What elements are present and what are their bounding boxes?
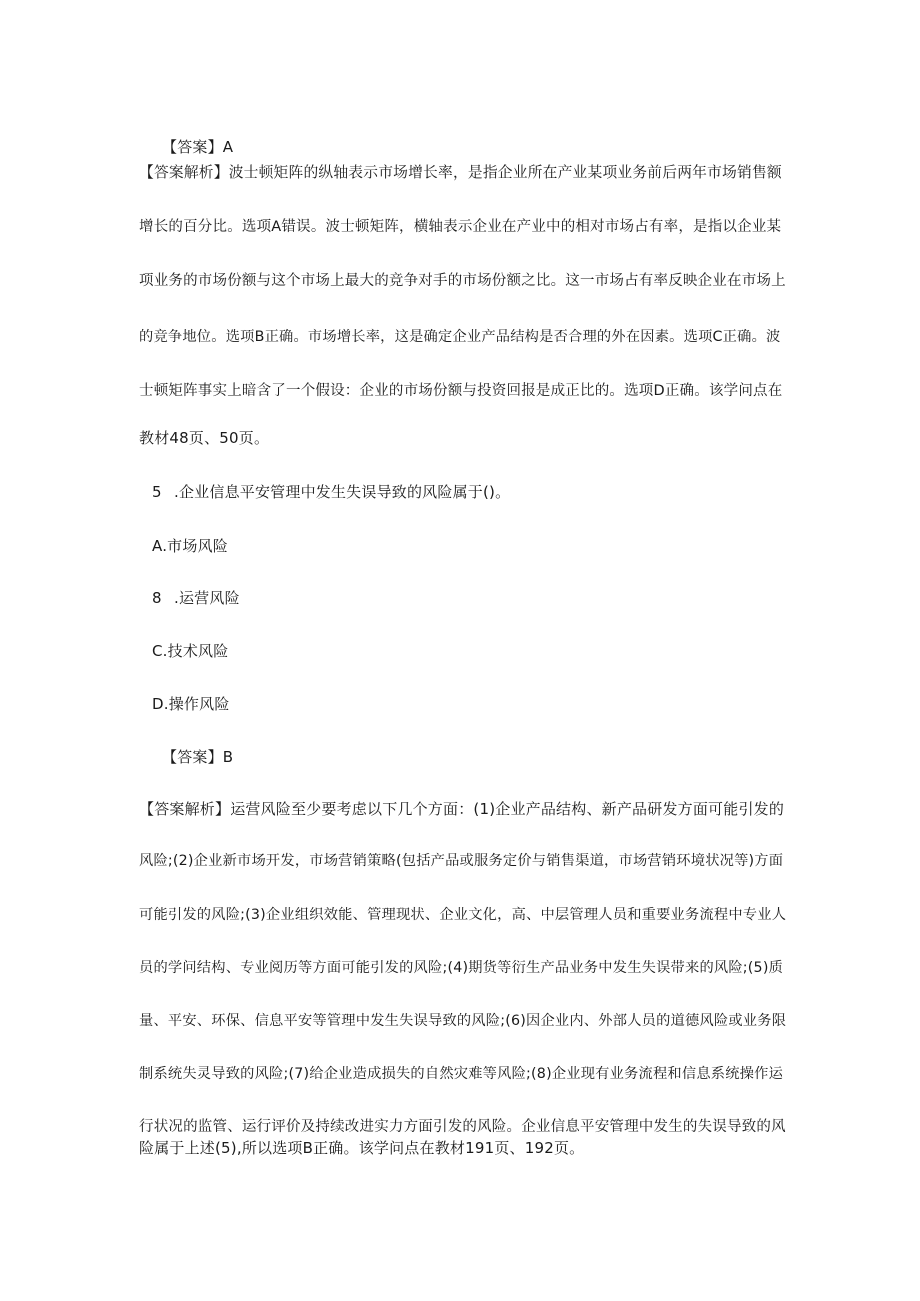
- explanation-1-line-3: 项业务的市场份额与这个市场上最大的竞争对手的市场份额之比。这一市场占有率反映企业在市场上: [139, 273, 786, 289]
- option-b: [152, 588, 240, 608]
- explanation-2-line-5: 量、平安、环保、信息平安等管理中发生失误导致的风险;(6)因企业内、外部人员的道德风险或业务限: [139, 1013, 787, 1029]
- question-text: .企业信息平安管理中发生失误导致的风险属于()。: [174, 483, 511, 501]
- explanation-2-line-4: 员的学问结构、专业阅历等方面可能引发的风险;(4)期货等衍生产品业务中发生失误带来的风险;(5)质: [139, 960, 784, 976]
- explanation-2-line-8: 险属于上述(5),所以选项B正确。该学问点在教材191页、192页。: [139, 1139, 585, 1157]
- option-b-text: .运营风险: [174, 589, 240, 607]
- question-number: 5: [152, 483, 162, 501]
- answer-label-2: 【答案】B: [162, 748, 234, 766]
- explanation-2-line-3: 可能引发的风险;(3)企业组织效能、管理现状、企业文化，高、中层管理人员和重要业务流程中专业人: [139, 907, 787, 923]
- explanation-1-line-4: 的竞争地位。选项B正确。市场增长率，这是确定企业产品结构是否合理的外在因素。选项C正确。波: [139, 329, 781, 345]
- explanation-2-line-2: 风险;(2)企业新市场开发，市场营销策略(包括产品或服务定价与销售渠道，市场营销环境状况等)方面: [139, 853, 784, 869]
- answer-label-1: 【答案】A: [162, 138, 234, 156]
- explanation-2-line-6: 制系统失灵导致的风险;(7)给企业造成损失的自然灾难等风险;(8)企业现有业务流程和信息系统操作运: [139, 1066, 784, 1082]
- explanation-2-line-1: 【答案解析】运营风险至少要考虑以下几个方面：(1)企业产品结构、新产品研发方面可能引发的: [139, 800, 785, 818]
- explanation-1-line-1: 【答案解析】波士顿矩阵的纵轴表示市场增长率，是指企业所在产业某项业务前后两年市场销售额: [139, 164, 782, 181]
- explanation-2-line-7: 行状况的监管、运行评价及持续改进实力方面引发的风险。企业信息平安管理中发生的失误导致的风: [139, 1119, 786, 1135]
- option-b-number: 8: [152, 589, 162, 607]
- option-d: D.操作风险: [152, 695, 230, 713]
- explanation-1-line-2: 增长的百分比。选项A错误。波士顿矩阵，横轴表示企业在产业中的相对市场占有率，是指以企业某: [139, 219, 782, 235]
- explanation-1-line-6: 教材48页、50页。: [139, 429, 270, 447]
- option-a: A.市场风险: [152, 537, 228, 555]
- question-5: [152, 482, 510, 502]
- explanation-1-line-5: 士顿矩阵事实上暗含了一个假设：企业的市场份额与投资回报是成正比的。选项D正确。该学问点在: [139, 383, 783, 399]
- option-c: C.技术风险: [152, 642, 229, 660]
